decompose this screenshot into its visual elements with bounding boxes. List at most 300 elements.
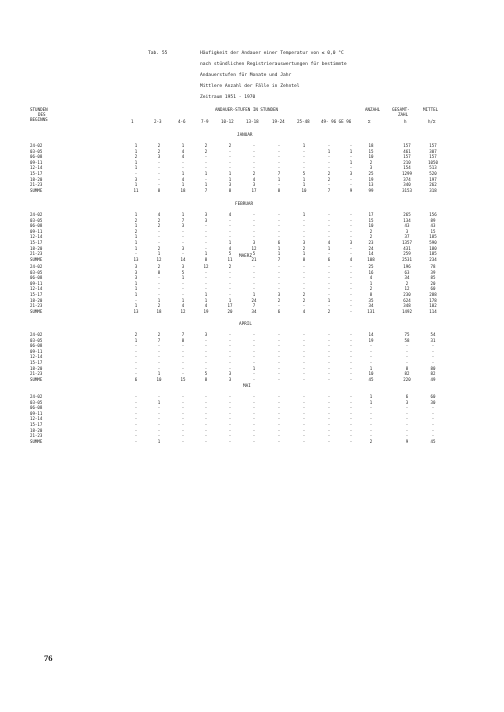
table-cell: - (302, 154, 306, 160)
table-cell: 2 (228, 264, 232, 269)
table-cell: 1 (252, 365, 256, 371)
table-cell: - (228, 360, 232, 365)
table-cell: - (302, 422, 306, 427)
table-cell: 8 (204, 256, 208, 262)
table-cell: - (349, 264, 353, 269)
table-cell: - (277, 286, 281, 292)
table-cell: - (228, 332, 232, 337)
table-cell: - (204, 427, 208, 433)
table-cell: - (277, 159, 281, 165)
table-cell: - (327, 286, 331, 292)
table-cell: - (277, 212, 281, 217)
row-label: SUMME (30, 376, 43, 382)
table-cell: 4 (302, 308, 306, 314)
table-cell: 1 (134, 245, 138, 251)
table-cell: 12 (203, 264, 209, 269)
table-cell: - (302, 405, 306, 411)
table-cell: - (349, 422, 353, 427)
table-cell: - (252, 343, 256, 349)
table-cell: - (277, 354, 281, 360)
table-cell: 1 (134, 148, 138, 154)
table-cell: 8 (204, 376, 208, 382)
table-cell: - (349, 154, 353, 160)
table-cell: 85 (430, 275, 436, 281)
table-cell: - (327, 269, 331, 275)
table-cell: - (327, 394, 331, 399)
table-cell: 1 (349, 148, 353, 154)
table-cell: 37 (404, 234, 410, 240)
row-label: 15-17 (30, 422, 43, 427)
table-cell: - (327, 360, 331, 365)
stunden-label: STUNDEN (30, 107, 48, 112)
table-cell: - (228, 154, 232, 160)
table-cell: - (349, 234, 353, 240)
table-cell: 2 (369, 159, 373, 165)
table-cell: 3 (204, 217, 208, 223)
table-cell: - (349, 332, 353, 337)
title-line: Andauerstufen für Monate und Jahr (200, 73, 292, 78)
table-cell: 157 (403, 143, 411, 148)
table-cell: - (369, 422, 373, 427)
table-cell: 2 (204, 143, 208, 148)
table-cell: 7 (204, 187, 208, 193)
table-cell: - (277, 332, 281, 337)
table-cell: - (252, 371, 256, 377)
table-cell: 1 (157, 371, 161, 377)
table-cell: 461 (403, 148, 411, 154)
table-cell: 1 (134, 182, 138, 188)
table-cell: - (277, 438, 281, 444)
table-cell: - (228, 292, 232, 297)
table-cell: 19 (203, 308, 209, 314)
table-cell: - (204, 223, 208, 229)
table-cell: 12 (251, 245, 257, 251)
table-cell: - (277, 223, 281, 229)
table-cell: 1 (134, 240, 138, 245)
table-cell: - (228, 275, 232, 281)
table-cell: 230 (403, 292, 411, 297)
table-cell: - (327, 223, 331, 229)
table-row (0, 377, 504, 383)
table-cell: - (327, 251, 331, 257)
table-cell: - (277, 405, 281, 411)
table-cell: - (228, 286, 232, 292)
table-cell: - (349, 280, 353, 286)
table-cell: 8 (405, 365, 409, 371)
table-cell: 374 (403, 176, 411, 182)
table-cell: 5 (252, 251, 256, 257)
table-cell: - (134, 171, 138, 176)
table-cell: 307 (429, 148, 437, 154)
table-cell: - (252, 212, 256, 217)
table-cell: 1 (204, 251, 208, 257)
table-cell: - (134, 297, 138, 303)
table-cell: - (302, 410, 306, 416)
table-cell: 3 (405, 228, 409, 234)
row-label: 03-05 (30, 217, 43, 223)
table-cell: 25 (368, 264, 374, 269)
table-cell: - (204, 154, 208, 160)
table-cell: - (327, 280, 331, 286)
table-cell: 23 (368, 240, 374, 245)
row-label: 09-11 (30, 228, 43, 234)
table-cell: - (405, 410, 409, 416)
table-cell: 14 (180, 256, 186, 262)
table-cell: 3 (134, 176, 138, 182)
table-cell: - (349, 433, 353, 439)
table-cell: - (349, 245, 353, 251)
row-label: 18-20 (30, 365, 43, 371)
table-cell: - (228, 438, 232, 444)
table-cell: 15 (180, 376, 186, 382)
table-cell: - (228, 337, 232, 343)
table-cell: 8 (302, 256, 306, 262)
table-cell: - (302, 365, 306, 371)
table-cell: 3 (228, 371, 232, 377)
row-label: 18-20 (30, 176, 43, 182)
row-label: 06-08 (30, 154, 43, 160)
table-cell: - (204, 176, 208, 182)
table-cell: 2 (252, 171, 256, 176)
table-cell: - (302, 337, 306, 343)
table-cell: - (277, 343, 281, 349)
row-label: 12-14 (30, 165, 43, 171)
mittel-sub: h/Σ (428, 119, 436, 124)
table-cell: - (349, 438, 353, 444)
table-cell: 114 (429, 308, 437, 314)
title-line: Mittlere Anzahl der Fälle in Zehntel (200, 84, 300, 89)
table-cell: - (327, 143, 331, 148)
table-cell: - (277, 303, 281, 309)
table-cell: - (302, 280, 306, 286)
table-cell: 10 (368, 223, 374, 229)
page-number: 76 (44, 653, 53, 663)
table-cell: - (252, 405, 256, 411)
table-cell: 2 (327, 171, 331, 176)
table-cell: 5 (228, 251, 232, 257)
table-cell: 13 (133, 256, 139, 262)
table-cell: - (349, 212, 353, 217)
table-cell: - (181, 427, 185, 433)
table-cell: 220 (403, 376, 411, 382)
stufe-label: 10-12 (221, 119, 234, 124)
table-cell: 5 (181, 269, 185, 275)
table-cell: - (302, 348, 306, 354)
table-cell: - (204, 438, 208, 444)
table-cell: - (277, 427, 281, 433)
table-cell: - (204, 365, 208, 371)
table-cell: - (252, 337, 256, 343)
table-cell: - (349, 275, 353, 281)
table-cell: - (405, 343, 409, 349)
table-cell: 1 (157, 251, 161, 257)
table-cell: - (252, 159, 256, 165)
table-cell: 1 (349, 159, 353, 165)
title-line: Zeitraum 1951 - 1970 (200, 95, 256, 100)
row-label: 18-20 (30, 427, 43, 433)
table-cell: 21 (251, 256, 257, 262)
table-cell: - (349, 292, 353, 297)
table-cell: - (181, 228, 185, 234)
table-cell: - (157, 286, 161, 292)
table-cell: - (302, 427, 306, 433)
table-cell: - (157, 416, 161, 422)
table-cell: - (327, 264, 331, 269)
table-cell: 1 (302, 176, 306, 182)
table-cell: 1 (134, 286, 138, 292)
table-cell: 54 (430, 332, 436, 337)
table-cell: - (157, 234, 161, 240)
table-cell: - (204, 354, 208, 360)
table-cell: - (327, 348, 331, 354)
stufe-label: 1 (131, 119, 134, 124)
table-cell: 99 (368, 187, 374, 193)
table-cell: 43 (404, 223, 410, 229)
table-cell: - (134, 354, 138, 360)
table-cell: 19 (368, 337, 374, 343)
row-label: 24-02 (30, 143, 43, 148)
table-cell: 89 (430, 217, 436, 223)
table-cell: - (134, 371, 138, 377)
table-cell: - (369, 427, 373, 433)
table-cell: 1357 (402, 240, 412, 245)
table-cell: - (204, 433, 208, 439)
table-cell: - (302, 438, 306, 444)
row-label: 09-11 (30, 280, 43, 286)
table-cell: - (405, 354, 409, 360)
table-cell: - (349, 365, 353, 371)
table-cell: - (181, 371, 185, 377)
table-cell: 82 (430, 371, 436, 377)
table-cell: 1 (181, 143, 185, 148)
table-cell: 3 (134, 275, 138, 281)
table-cell: - (277, 264, 281, 269)
table-cell: 2 (204, 148, 208, 154)
table-cell: - (302, 354, 306, 360)
row-label: 18-20 (30, 245, 43, 251)
table-cell: 185 (429, 234, 437, 240)
title-line: nach stündlichen Registrierauswertungen für bestimmte (200, 62, 347, 67)
table-cell: 1 (204, 292, 208, 297)
table-cell: 154 (403, 165, 411, 171)
table-cell: 4 (181, 148, 185, 154)
table-cell: 262 (429, 182, 437, 188)
table-cell: - (181, 240, 185, 245)
table-cell: 196 (403, 264, 411, 269)
table-cell: 18 (368, 143, 374, 148)
table-cell: 1 (277, 245, 281, 251)
row-label: 21-23 (30, 371, 43, 377)
table-cell: - (302, 275, 306, 281)
table-cell: - (277, 376, 281, 382)
table-cell: - (252, 427, 256, 433)
table-cell: 12 (156, 256, 162, 262)
table-cell: - (181, 159, 185, 165)
table-cell: 6 (277, 308, 281, 314)
row-label: SUMME (30, 256, 43, 262)
section-title: APRIL (239, 322, 252, 327)
group-label: ANDAUER-STUFEN IN STUNDEN (215, 107, 279, 112)
table-cell: - (302, 165, 306, 171)
table-cell: 3 (277, 292, 281, 297)
table-cell: 1 (134, 159, 138, 165)
table-cell: 2 (277, 297, 281, 303)
table-cell: 8 (369, 292, 373, 297)
row-label: 03-05 (30, 148, 43, 154)
table-cell: - (134, 433, 138, 439)
stufe-label: 4-6 (178, 119, 186, 124)
table-cell: - (157, 159, 161, 165)
row-label: 12-14 (30, 234, 43, 240)
stunden-label: BEGINNS (30, 117, 48, 122)
table-cell: - (157, 394, 161, 399)
table-cell: - (252, 376, 256, 382)
table-cell: - (181, 234, 185, 240)
table-cell: - (405, 427, 409, 433)
table-cell: - (252, 217, 256, 223)
table-cell: 2 (157, 143, 161, 148)
table-cell: 1 (228, 176, 232, 182)
table-cell: 157 (429, 143, 437, 148)
row-label: 21-23 (30, 182, 43, 188)
table-cell: - (327, 410, 331, 416)
table-cell: - (157, 275, 161, 281)
table-cell: - (204, 228, 208, 234)
table-cell: 1 (157, 399, 161, 405)
table-cell: - (369, 433, 373, 439)
table-cell: - (327, 365, 331, 371)
table-cell: - (431, 433, 435, 439)
table-cell: - (252, 354, 256, 360)
row-label: 03-05 (30, 337, 43, 343)
table-cell: - (369, 405, 373, 411)
row-label: 15-17 (30, 171, 43, 176)
table-cell: 3 (181, 223, 185, 229)
table-cell: - (302, 223, 306, 229)
table-cell: 590 (429, 240, 437, 245)
table-cell: - (181, 165, 185, 171)
table-cell: - (204, 234, 208, 240)
table-cell: - (134, 427, 138, 433)
table-cell: 3 (405, 399, 409, 405)
table-cell: - (327, 228, 331, 234)
table-cell: 1 (134, 234, 138, 240)
table-cell: 35 (368, 297, 374, 303)
table-cell: - (228, 343, 232, 349)
table-cell: 348 (403, 303, 411, 309)
row-label: 06-08 (30, 223, 43, 229)
table-cell: 63 (404, 269, 410, 275)
row-label: 06-08 (30, 343, 43, 349)
table-cell: 4 (181, 154, 185, 160)
row-label: 12-14 (30, 354, 43, 360)
table-cell: - (349, 308, 353, 314)
table-cell: 7 (181, 332, 185, 337)
table-cell: 18 (156, 308, 162, 314)
table-cell: 31 (430, 337, 436, 343)
section-title: FEBRUAR (235, 202, 254, 207)
table-cell: 19 (368, 176, 374, 182)
table-cell: - (181, 410, 185, 416)
table-cell: 1 (302, 251, 306, 257)
table-cell: - (327, 234, 331, 240)
table-cell: - (277, 148, 281, 154)
table-cell: - (252, 438, 256, 444)
table-cell: - (369, 354, 373, 360)
table-cell: 1 (181, 297, 185, 303)
table-cell: 234 (429, 256, 437, 262)
table-cell: - (134, 394, 138, 399)
table-cell: - (302, 148, 306, 154)
table-cell: - (277, 217, 281, 223)
table-cell: - (157, 427, 161, 433)
table-cell: - (157, 348, 161, 354)
table-cell: 2 (369, 438, 373, 444)
table-cell: - (228, 416, 232, 422)
table-cell: 1 (181, 182, 185, 188)
table-cell: 2 (302, 245, 306, 251)
table-cell: - (405, 348, 409, 354)
table-cell: - (228, 354, 232, 360)
row-label: 09-11 (30, 348, 43, 354)
table-cell: - (349, 297, 353, 303)
table-cell: - (302, 217, 306, 223)
table-cell: - (302, 228, 306, 234)
table-cell: 4 (204, 303, 208, 309)
table-cell: 24 (368, 245, 374, 251)
stufe-label: 49- 96 GE 96 (321, 119, 352, 124)
table-cell: 1 (302, 212, 306, 217)
table-cell: - (252, 360, 256, 365)
table-cell: 1 (134, 223, 138, 229)
table-cell: 39 (430, 269, 436, 275)
table-cell: - (181, 251, 185, 257)
table-cell: - (349, 176, 353, 182)
table-cell: - (181, 292, 185, 297)
table-cell: 15 (368, 148, 374, 154)
table-cell: 4 (181, 176, 185, 182)
table-cell: 3153 (402, 187, 412, 193)
table-cell: - (349, 427, 353, 433)
table-cell: 2 (369, 286, 373, 292)
row-label: 06-08 (30, 405, 43, 411)
table-cell: 1 (369, 365, 373, 371)
section-title: JANUAR (237, 133, 253, 138)
table-cell: 10 (368, 154, 374, 160)
table-cell: - (134, 405, 138, 411)
row-label: 15-17 (30, 240, 43, 245)
table-cell: 75 (404, 332, 410, 337)
table-cell: - (349, 251, 353, 257)
table-cell: 4 (181, 303, 185, 309)
table-cell: - (277, 399, 281, 405)
table-cell: - (349, 354, 353, 360)
table-cell: - (204, 360, 208, 365)
table-cell: - (327, 165, 331, 171)
table-cell: - (134, 416, 138, 422)
table-cell: - (181, 365, 185, 371)
table-title (200, 48, 440, 103)
table-cell: - (277, 182, 281, 188)
table-cell: 1 (228, 297, 232, 303)
table-cell: - (181, 416, 185, 422)
table-cell: - (431, 422, 435, 427)
table-cell: - (157, 228, 161, 234)
table-cell: 2 (157, 148, 161, 154)
table-cell: - (228, 405, 232, 411)
table-cell: - (277, 143, 281, 148)
table-cell: - (134, 251, 138, 257)
